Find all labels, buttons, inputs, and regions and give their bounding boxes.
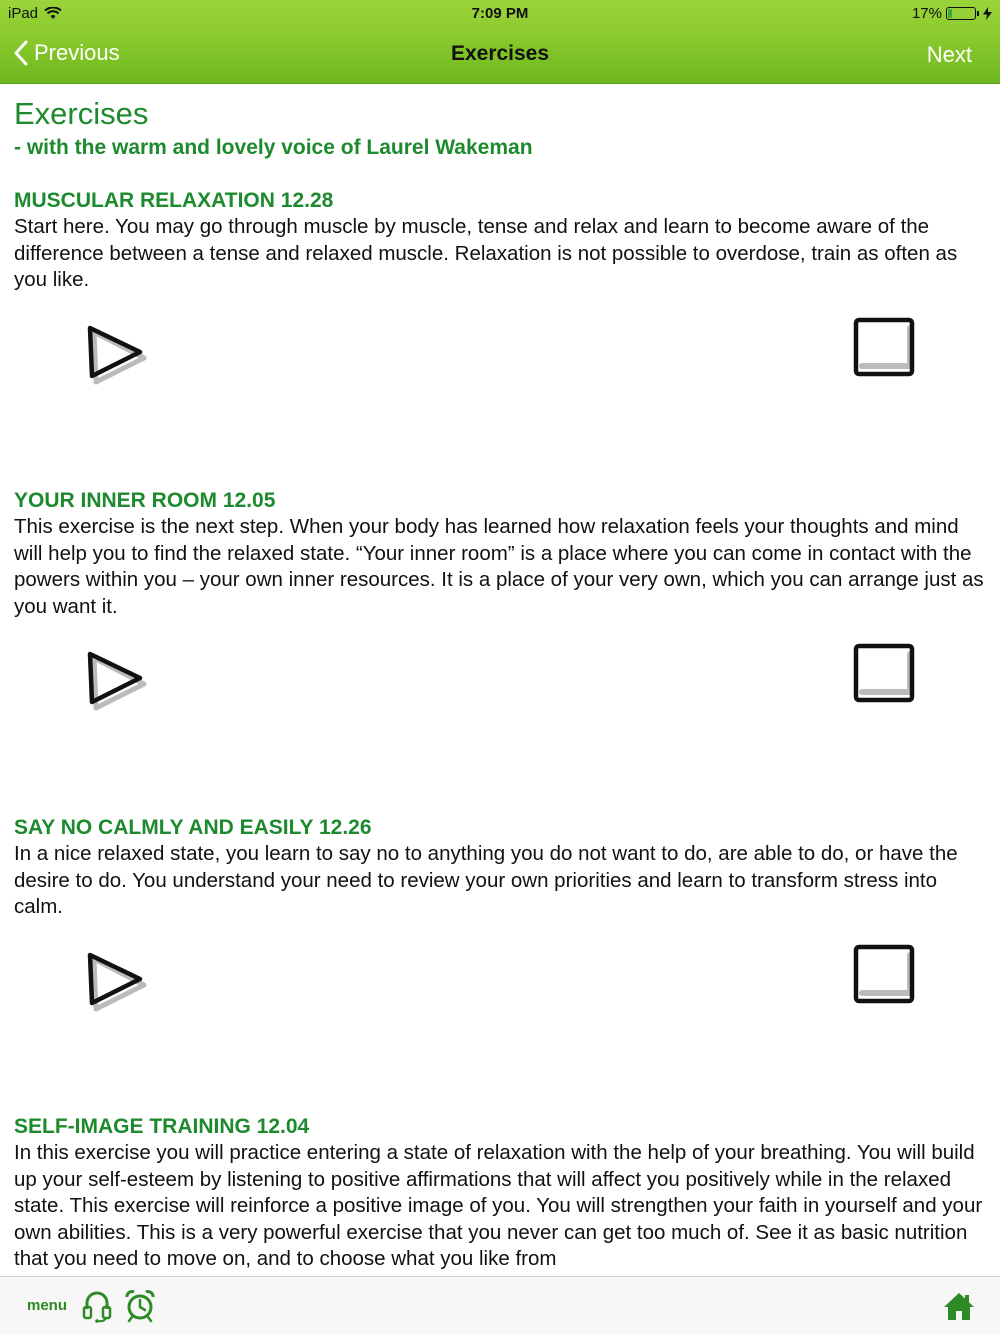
stop-icon[interactable] [852,943,920,1011]
device-label: iPad [8,5,39,22]
battery-fill [948,9,952,18]
exercise-title: MUSCULAR RELAXATION 12.28 [14,189,334,212]
page-subtitle: - with the warm and lovely voice of Laurel Wakeman [14,136,533,159]
exercise-item [14,1114,986,1273]
headset-icon[interactable] [82,1289,112,1323]
status-bar [0,0,1000,28]
exercise-controls [14,294,986,404]
alarm-clock-icon[interactable] [124,1289,156,1323]
battery-icon [946,7,976,20]
home-icon[interactable] [942,1290,976,1322]
battery-percent: 17% [911,5,942,22]
play-icon[interactable] [84,646,150,712]
stop-icon[interactable] [852,316,920,384]
nav-bar [0,28,1000,84]
play-icon[interactable] [84,320,150,386]
previous-label: Previous [34,40,120,65]
menu-button[interactable]: menu [27,1297,68,1314]
exercise-title: YOUR INNER ROOM 12.05 [14,489,276,512]
charging-bolt-icon [983,7,992,20]
stop-icon[interactable] [852,642,920,710]
bottom-toolbar [0,1276,1000,1334]
exercise-description: In a nice relaxed state, you learn to say no to anything you do not want to do, are able to do, or have the desire to do. You understand your need to review your own priorities and learn to transform stress into calm. [14,842,958,918]
status-right [912,5,992,22]
exercise-description: Start here. You may go through muscle by muscle, tense and relax and learn to become aware of the difference between a tense and relaxed muscle. Relaxation is not possible to overdose, train as often as you like. [14,215,958,291]
exercise-description: In this exercise you will practice entering a state of relaxation with the help of your breathing. You will build up your self-esteem by listening to positive affirmations that will affect you positively while in the relaxed state. This exercise will reinforce a positive image of you. You will strengthen your faith in yourself and your own abilities. This is a very powerful exercise that you never can get too much of. See it as basic nutrition that you need to move on, and to choose what you like from [14,1141,983,1270]
exercise-controls [14,620,986,730]
exercise-title: SAY NO CALMLY AND EASILY 12.26 [14,816,372,839]
exercise-item [14,488,986,730]
play-icon[interactable] [84,947,150,1013]
exercise-title: SELF-IMAGE TRAINING 12.04 [14,1115,310,1138]
exercise-controls [14,921,986,1031]
content-scroll-area[interactable] [0,84,1000,1276]
status-time: 7:09 PM [471,5,529,22]
exercise-item [14,188,986,404]
battery-tip [977,11,979,16]
page-title: Exercises [14,96,149,131]
header [0,0,1000,84]
exercise-description: This exercise is the next step. When your body has learned how relaxation feels your thoughts and mind will help you to find the relaxed state. “Your inner room” is a place where you can come in contact with the powers within you – your own inner resources. It is a place of your very own, which you can arrange just as you want it. [14,515,984,618]
nav-title: Exercises [450,42,550,65]
exercise-item [14,815,986,1031]
next-button[interactable]: Next [926,42,972,67]
